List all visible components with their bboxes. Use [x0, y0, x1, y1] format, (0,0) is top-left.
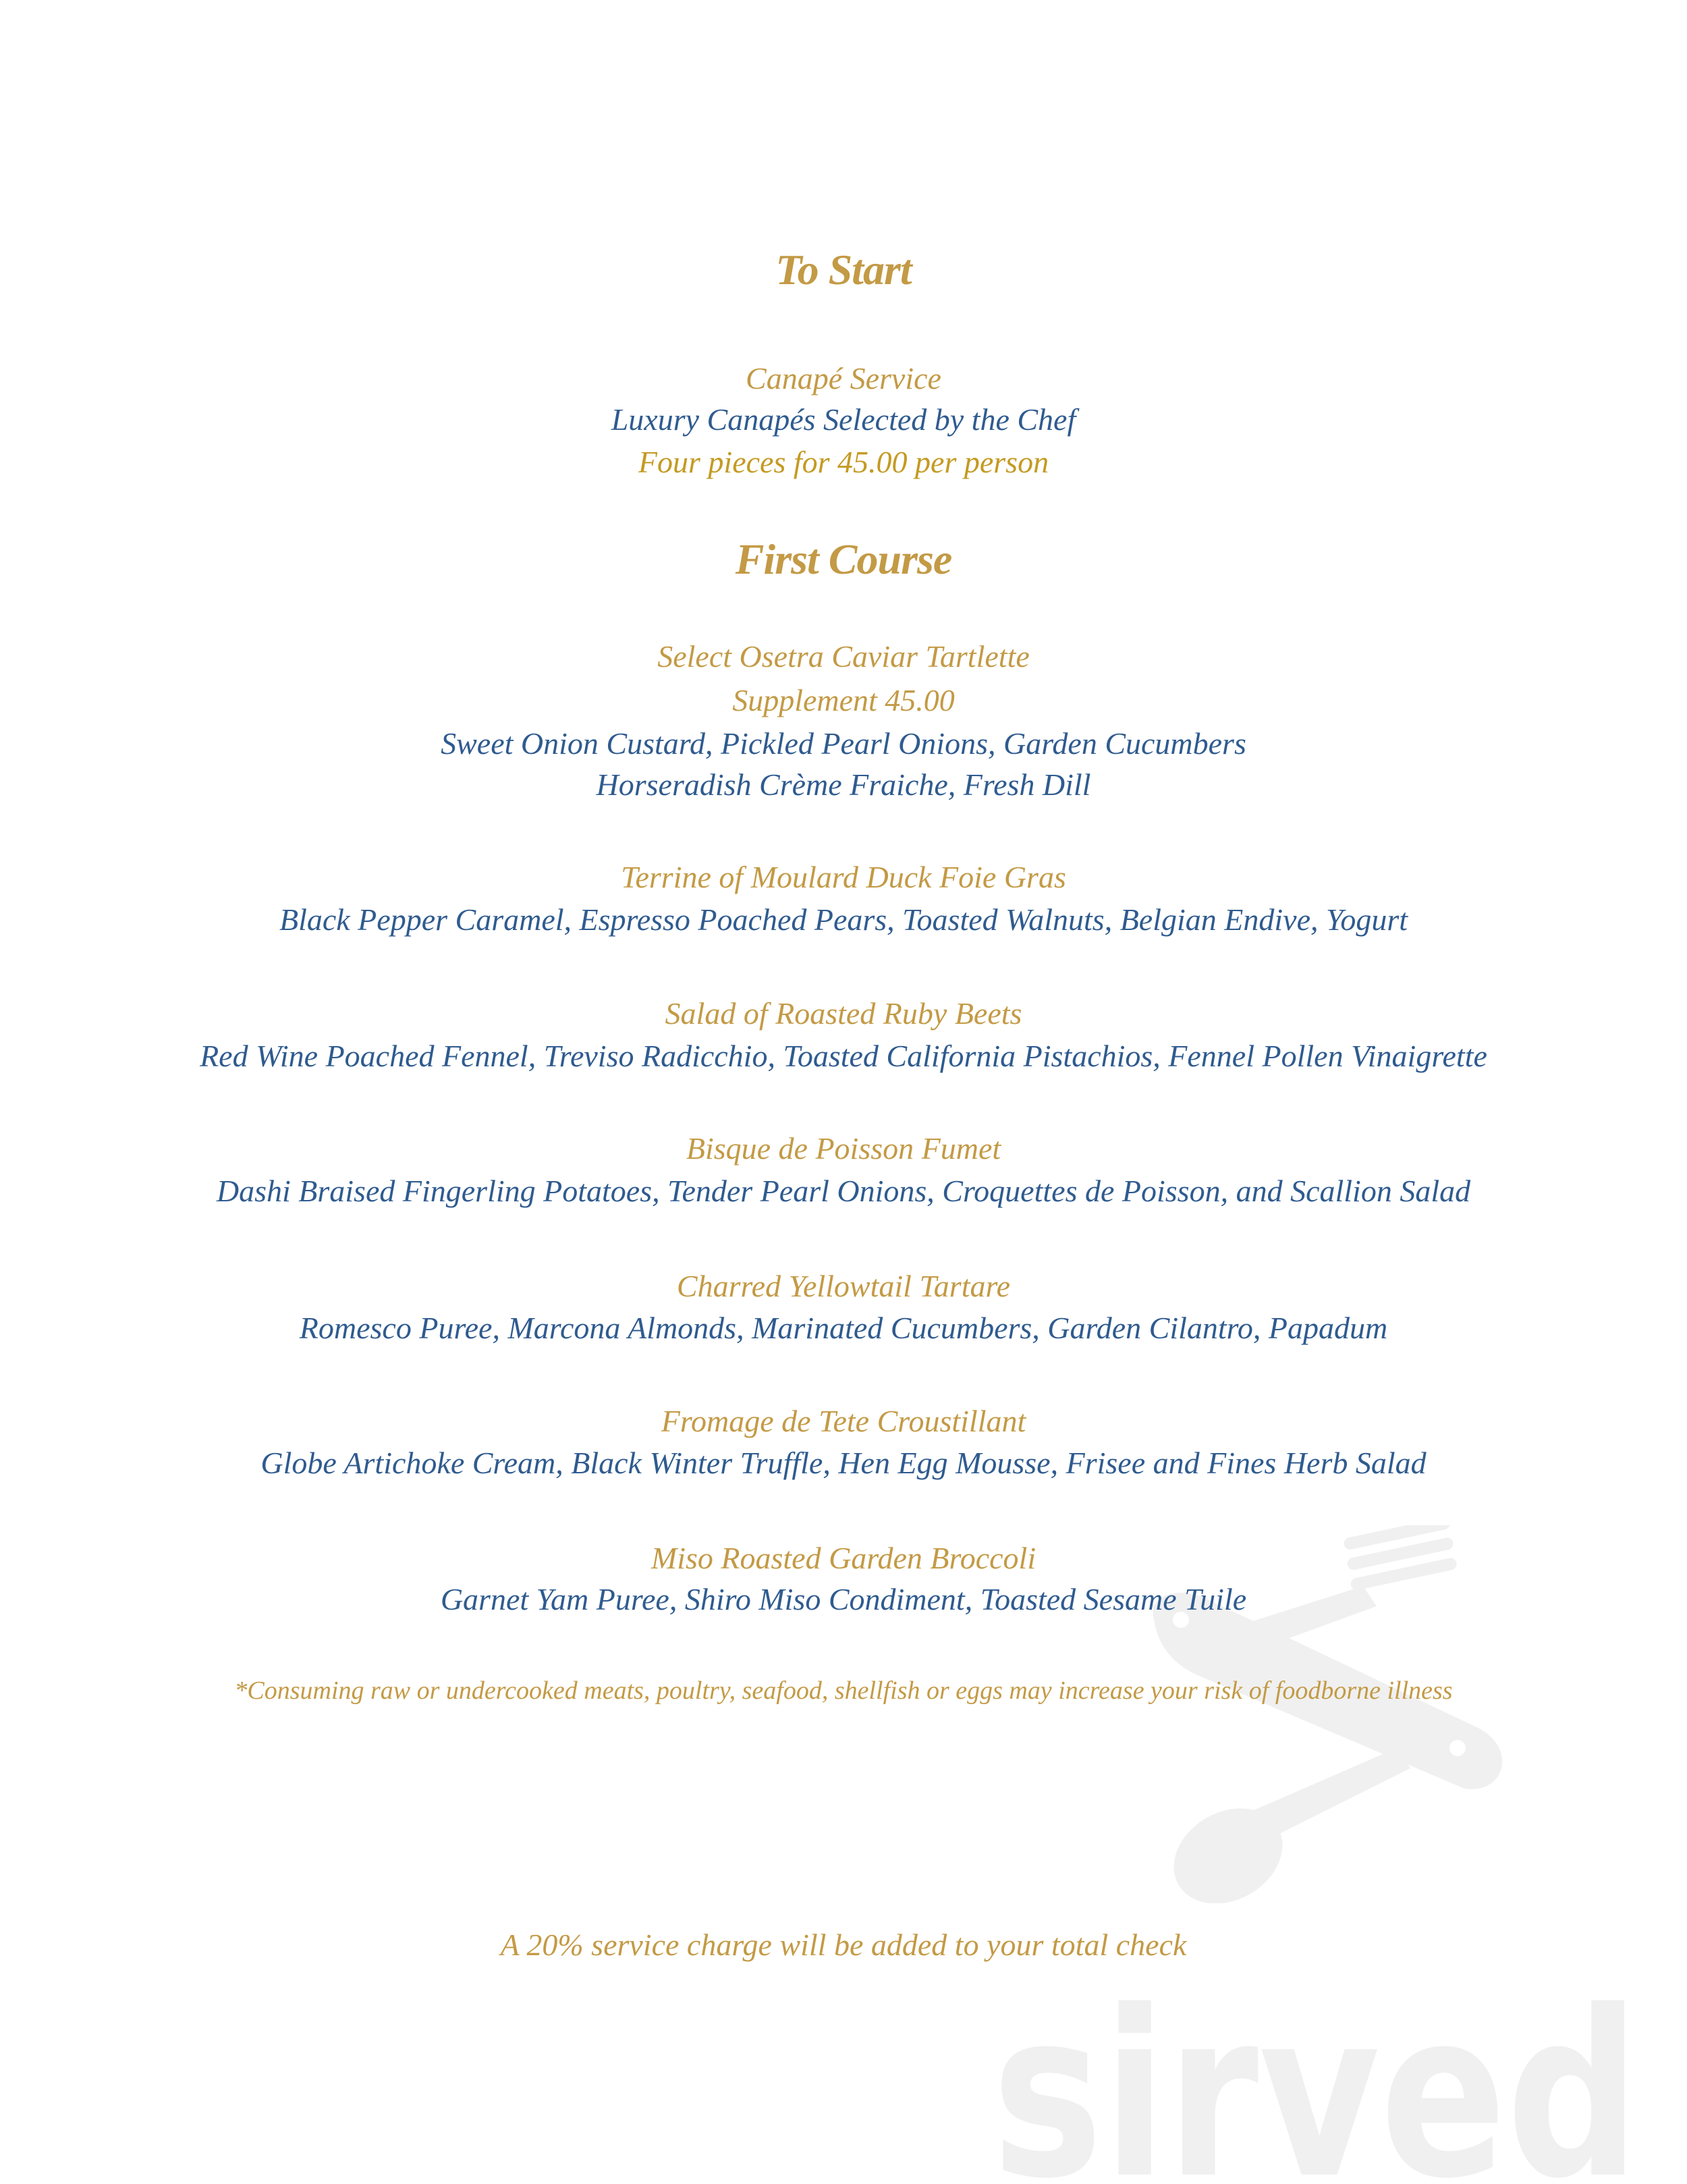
item-description: Black Pepper Caramel, Espresso Poached Pears, Toasted Walnuts, Belgian Endive, Yogurt — [279, 902, 1408, 937]
item-name: Canapé Service — [746, 361, 941, 395]
item-description: Romesco Puree, Marcona Almonds, Marinated Cucumbers, Garden Cilantro, Papadum — [299, 1311, 1388, 1345]
item-description: Luxury Canapés Selected by the Chef — [611, 402, 1076, 437]
item-name: Fromage de Tete Croustillant — [661, 1404, 1026, 1438]
item-price: Supplement 45.00 — [732, 683, 955, 717]
watermark-text: sirved — [992, 1998, 1640, 2184]
food-safety-notice: *Consuming raw or undercooked meats, poultry, seafood, shellfish or eggs may increase your risk of foodborne illness — [234, 1676, 1453, 1705]
section-title-to-start: To Start — [775, 246, 912, 294]
item-name: Salad of Roasted Ruby Beets — [665, 996, 1022, 1031]
item-description: Horseradish Crème Fraiche, Fresh Dill — [596, 767, 1091, 802]
item-name: Miso Roasted Garden Broccoli — [651, 1541, 1036, 1575]
item-price: Four pieces for 45.00 per person — [638, 445, 1049, 479]
item-description: Garnet Yam Puree, Shiro Miso Condiment, Toasted Sesame Tuile — [440, 1582, 1247, 1616]
item-name: Charred Yellowtail Tartare — [676, 1269, 1011, 1303]
service-charge-note: A 20% service charge will be added to your total check — [500, 1928, 1187, 1962]
item-description: Sweet Onion Custard, Pickled Pearl Onions, Garden Cucumbers — [441, 726, 1246, 761]
item-description: Globe Artichoke Cream, Black Winter Truffle, Hen Egg Mousse, Frisee and Fines Herb Salad — [260, 1446, 1427, 1480]
item-description: Red Wine Poached Fennel, Treviso Radicchio, Toasted California Pistachios, Fennel Pollen Vinaigrette — [200, 1039, 1487, 1073]
section-title-first-course: First Course — [735, 535, 952, 583]
watermark-logo — [992, 1998, 1647, 2184]
item-name: Terrine of Moulard Duck Foie Gras — [621, 860, 1066, 894]
item-name: Bisque de Poisson Fumet — [686, 1131, 1001, 1166]
item-description: Dashi Braised Fingerling Potatoes, Tender Pearl Onions, Croquettes de Poisson, and Scallion Salad — [216, 1174, 1471, 1208]
item-name: Select Osetra Caviar Tartlette — [657, 639, 1030, 674]
